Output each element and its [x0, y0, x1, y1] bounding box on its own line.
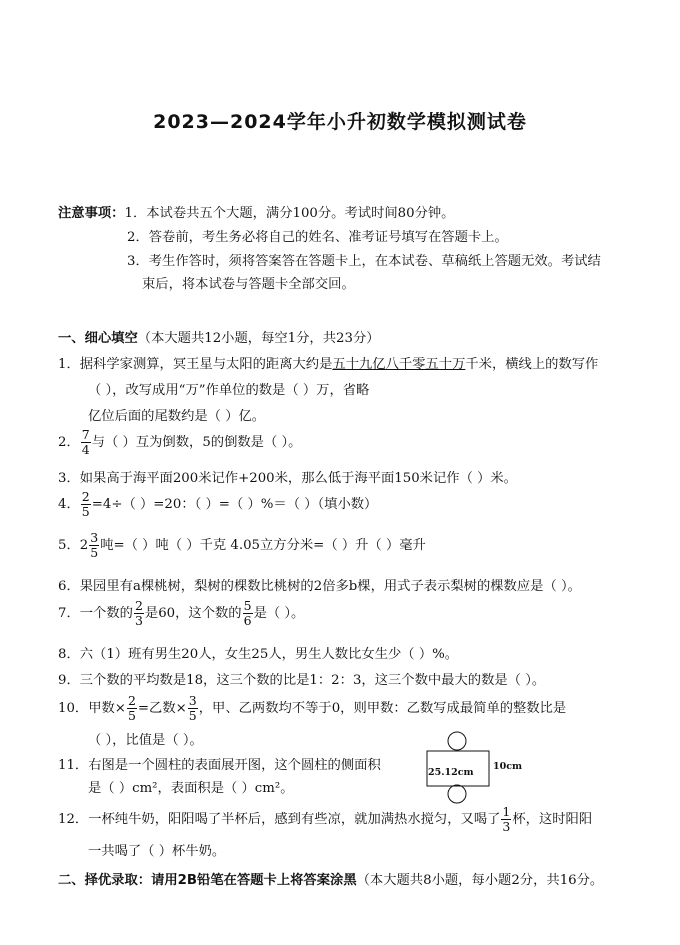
- q12-text-a: 12．一杯纯牛奶，阳阳喝了半杯后，感到有些凉，就加满热水搅匀，又喝了: [58, 812, 501, 827]
- q2-fraction-denominator: 4: [81, 442, 90, 457]
- q5-text: 吨=（ ）吨（ ）千克 4.05立方分米=（ ）升（ ）毫升: [100, 538, 426, 553]
- q5-fraction: [89, 531, 99, 560]
- section-2-heading: [58, 872, 603, 890]
- q7-text-c: 是（ ）。: [253, 606, 305, 621]
- q10-fraction-2-denominator: 5: [188, 708, 197, 723]
- question-4: [58, 490, 377, 519]
- q4-number: 4．: [58, 497, 80, 512]
- q10-fraction-1-denominator: 5: [127, 708, 136, 723]
- q10-text-b: =乙数×: [137, 701, 187, 716]
- q5-whole: 2: [79, 537, 89, 553]
- section-1-heading: [58, 330, 380, 348]
- cylinder-bottom-circle: [448, 785, 466, 803]
- question-10-line-1: [58, 694, 566, 723]
- notes-line-1: [58, 205, 454, 223]
- q7-fraction-2: [243, 599, 253, 628]
- q2-fraction: [81, 428, 91, 457]
- q7-text-a: 7．一个数的: [58, 606, 133, 621]
- section-2-desc: （本大题共8小题，每小题2分，共16分。: [356, 873, 604, 888]
- q2-text: 与（ ）互为倒数，5的倒数是（ ）。: [91, 435, 302, 450]
- notes-item-1: 1．本试卷共五个大题，满分100分。考试时间80分钟。: [124, 206, 455, 221]
- question-1-line-3: 亿位后面的尾数约是（ ）亿。: [88, 409, 266, 424]
- q7-fraction-2-denominator: 6: [243, 613, 252, 628]
- question-2: [58, 428, 301, 457]
- q4-fraction-denominator: 5: [81, 504, 90, 519]
- q10-fraction-2-numerator: 3: [188, 693, 197, 708]
- question-8: 8．六（1）班有男生20人，女生25人，男生人数比女生少（ ）%。: [58, 647, 459, 662]
- q7-fraction-2-numerator: 5: [243, 598, 252, 613]
- notes-item-3b: 束后，将本试卷与答题卡全部交回。: [142, 277, 355, 292]
- q7-fraction-1-denominator: 3: [134, 613, 143, 628]
- q12-fraction-denominator: 3: [502, 819, 511, 834]
- rect-length-label: 25.12cm: [428, 767, 474, 778]
- question-10-line-2: （ ），比值是（ ）。: [88, 733, 203, 748]
- question-1-line-1: [58, 356, 598, 374]
- question-9: 9．三个数的平均数是18，这三个数的比是1：2：3，这三个数中最大的数是（ ）。: [58, 673, 546, 688]
- q5-number: 5．: [58, 538, 80, 553]
- section-2-title: 二、择优录取：请用2B铅笔在答题卡上将答案涂黑: [58, 873, 357, 888]
- section-1-title: 一、细心填空: [58, 331, 138, 346]
- q5-fraction-denominator: 5: [90, 545, 99, 560]
- question-12-line-1: [58, 805, 592, 834]
- q2-fraction-numerator: 7: [81, 427, 90, 442]
- page-title: 2023—2024学年小升初数学模拟测试卷: [153, 111, 527, 133]
- q7-fraction-1-numerator: 2: [134, 598, 143, 613]
- q10-text-a: 10．甲数×: [58, 701, 126, 716]
- question-5: [58, 531, 426, 560]
- q1-text-b: 千米，横线上的数写作: [465, 357, 599, 372]
- question-7: [58, 599, 304, 628]
- question-11-line-2: 是（ ）cm²，表面积是（ ）cm²。: [88, 781, 294, 796]
- notes-item-3a: 3．考生作答时，须将答案答在答题卡上，在本试卷、草稿纸上答题无效。考试结: [127, 254, 601, 269]
- q7-fraction-1: [134, 599, 144, 628]
- notes-label: 注意事项：: [58, 206, 125, 221]
- notes-item-2: 2．答卷前，考生务必将自己的姓名、准考证号填写在答题卡上。: [127, 230, 508, 245]
- q10-fraction-2: [188, 694, 198, 723]
- q12-fraction: [501, 805, 511, 834]
- cylinder-top-circle: [448, 732, 466, 750]
- q4-fraction: [81, 490, 91, 519]
- question-3: 3．如果高于海平面200米记作+200米，那么低于海平面150米记作（ ）米。: [58, 471, 517, 486]
- rect-height-label: 10cm: [493, 761, 523, 772]
- q10-text-c: ，甲、乙两数均不等于0，则甲数：乙数写成最简单的整数比是: [198, 701, 567, 716]
- q4-text: =4÷（ ）=20：（ ）=（ ）%＝（ ）（填小数）: [91, 497, 378, 512]
- q7-text-b: 是60，这个数的: [144, 606, 242, 621]
- question-6: 6．果园里有a棵桃树，梨树的棵数比桃树的2倍多b棵，用式子表示梨树的棵数应是（ ）。: [58, 579, 581, 594]
- q12-fraction-numerator: 1: [502, 804, 511, 819]
- q2-number: 2．: [58, 435, 80, 450]
- question-11-line-1: 11．右图是一个圆柱的表面展开图，这个圆柱的侧面积: [58, 758, 381, 773]
- q5-fraction-numerator: 3: [90, 530, 99, 545]
- q10-fraction-1-numerator: 2: [127, 693, 136, 708]
- q12-text-b: 杯，这时阳阳: [512, 812, 593, 827]
- section-1-desc: （本大题共12小题，每空1分，共23分）: [137, 331, 380, 346]
- q10-fraction-1: [127, 694, 137, 723]
- q1-underlined-number: 五十九亿八千零五十万: [332, 357, 466, 372]
- q1-text-a: 1．据科学家测算，冥王星与太阳的距离大约是: [58, 357, 333, 372]
- cylinder-net-figure: [422, 730, 542, 806]
- question-12-line-2: 一共喝了（ ）杯牛奶。: [88, 844, 226, 859]
- q4-fraction-numerator: 2: [81, 489, 90, 504]
- question-1-line-2: （ ），改写成用“万”作单位的数是（ ）万，省略: [88, 383, 370, 398]
